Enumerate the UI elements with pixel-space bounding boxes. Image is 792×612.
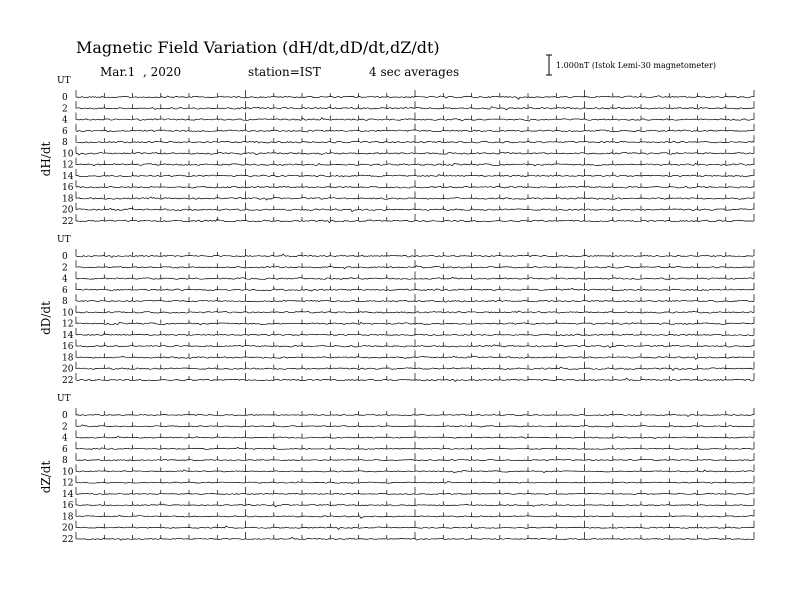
- row-hour-label: 14: [62, 171, 74, 182]
- row-hour-label: 10: [62, 308, 74, 319]
- row-hour-label: 12: [62, 478, 74, 489]
- row-hour-label: 8: [62, 138, 68, 149]
- row-hour-label: 22: [62, 375, 74, 386]
- row-hour-label: 10: [62, 149, 74, 160]
- row-hour-label: 4: [62, 274, 68, 285]
- row-hour-label: 2: [62, 263, 68, 274]
- row-hour-label: 18: [62, 353, 74, 364]
- row-hour-label: 22: [62, 216, 74, 227]
- averaging-label: 4 sec averages: [369, 65, 460, 79]
- row-hour-label: 8: [62, 456, 68, 467]
- row-hour-label: 14: [62, 489, 74, 500]
- panel-dD-dt-label: dD/dt: [39, 301, 53, 335]
- row-hour-label: 16: [62, 183, 74, 194]
- ut-label: UT: [57, 76, 71, 86]
- row-hour-label: 12: [62, 160, 74, 171]
- panel-dZ-dt-label: dZ/dt: [39, 460, 53, 494]
- row-hour-label: 20: [62, 205, 74, 216]
- row-hour-label: 4: [62, 433, 68, 444]
- row-hour-label: 4: [62, 115, 68, 126]
- row-hour-label: 16: [62, 342, 74, 353]
- row-hour-label: 18: [62, 194, 74, 205]
- panel-dH-dt-label: dH/dt: [39, 141, 53, 177]
- row-hour-label: 2: [62, 422, 68, 433]
- row-hour-label: 6: [62, 285, 68, 296]
- scale-bar-label: 1.000nT (Istok Lemi-30 magnetometer): [556, 61, 716, 70]
- row-hour-label: 10: [62, 467, 74, 478]
- row-hour-label: 14: [62, 330, 74, 341]
- row-hour-label: 20: [62, 364, 74, 375]
- row-hour-label: 0: [62, 252, 68, 262]
- date-label: Mar.1 , 2020: [100, 65, 182, 79]
- row-hour-label: 22: [62, 534, 74, 545]
- row-hour-label: 18: [62, 512, 74, 523]
- row-hour-label: 6: [62, 126, 68, 137]
- row-hour-label: 20: [62, 523, 74, 534]
- row-hour-label: 6: [62, 444, 68, 455]
- row-hour-label: 2: [62, 104, 68, 115]
- row-hour-label: 12: [62, 319, 74, 330]
- ut-label: UT: [57, 235, 71, 245]
- row-hour-label: 8: [62, 297, 68, 308]
- station-label: station=IST: [248, 65, 321, 79]
- chart-title: Magnetic Field Variation (dH/dt,dD/dt,dZ/dt): [76, 38, 440, 57]
- row-hour-label: 0: [62, 411, 68, 421]
- row-hour-label: 0: [62, 93, 68, 103]
- row-hour-label: 16: [62, 501, 74, 512]
- ut-label: UT: [57, 394, 71, 404]
